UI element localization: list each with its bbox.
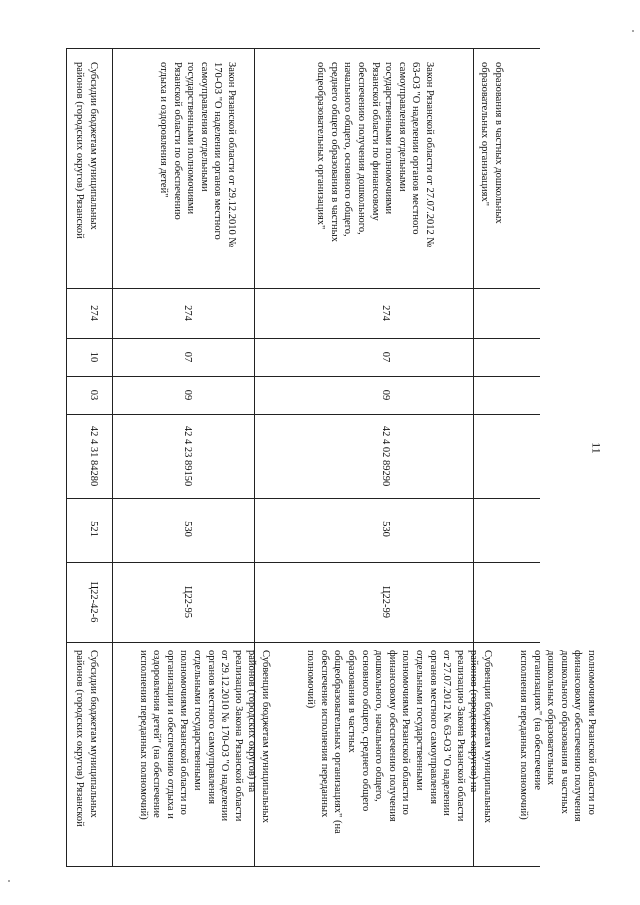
column-divider [66, 642, 540, 643]
row3-subsection: 03 [88, 389, 99, 401]
row2-description: Субвенции бюджетам муниципальных районов (городских округов) на реализацию Закона Рязанской области от 29.12.2010 № 170-ОЗ "О наделении органов местного самоуправления отдельными государственными полномочиями Рязанской области по организации и обеспечению отдыха и оздоровления детей" (на обеспечение исполнения переданных полномочий) [137, 650, 271, 823]
table-border-bottom [66, 866, 540, 867]
row2-ref: Ц22-95 [182, 585, 193, 619]
row3-code: 274 [88, 305, 99, 321]
row1-law-text: Закон Рязанской области от 27.07.2012 № 63-ОЗ "О наделении органов местного самоуправления отдельными государственными полномочиями Рязанской области по финансовому обеспечению получения дошкольного, начального общего, основного общего, среднего общего образования в частных общеобразовательных организациях" [315, 62, 435, 248]
row1-subsection: 09 [380, 389, 391, 401]
row1-ref: Ц22-99 [380, 585, 391, 619]
row3-target: 42 4 31 84280 [88, 425, 99, 487]
row3-ref: Ц22-42-6 [88, 581, 99, 623]
row2-code: 274 [182, 305, 193, 321]
row2-section: 07 [182, 351, 193, 363]
row1-section: 07 [380, 351, 391, 363]
column-divider [66, 414, 540, 415]
page-number: 11 [589, 442, 604, 454]
row0-description: полномочиями Рязанской области по финансовому обеспечению получения дошкольного образования в частных дошкольных образовательных организациях" (на обеспечение исполнения переданных полномочий) [518, 650, 597, 822]
row2-kind: 530 [182, 521, 193, 537]
column-divider [66, 288, 540, 289]
row2-subsection: 09 [182, 389, 193, 401]
row3-section: 10 [88, 351, 99, 363]
row1-description: Субвенции бюджетам муниципальных районов (городских округов) на реализацию Закона Рязанской области от 27.07.2012 № 63-ОЗ "О наделении органов местного самоуправления отдельными государственными полномочиями Рязанской области по финансовому обеспечению получения дошкольного, начального общего, основного общего, среднего общего образования в частных общеобразовательных организациях" (на обеспечение исполнения переданных полномочий) [305, 650, 493, 834]
row-divider [66, 48, 67, 866]
column-divider [66, 338, 540, 339]
scan-speck [8, 880, 10, 882]
row3-kind: 521 [88, 521, 99, 537]
row2-target: 42 4 23 89150 [182, 425, 193, 487]
row0-law-text: образования в частных дошкольных образовательных организациях" [479, 62, 504, 224]
row1-code: 274 [380, 305, 391, 321]
row2-law-text: Закон Рязанской области от 29.12.2010 № 170-ОЗ "О наделении органов местного самоуправления отдельными государственными полномочиями Рязанской области по обеспечению отдыха и оздоровления детей" [158, 62, 237, 248]
row1-target: 42 4 02 89290 [380, 425, 391, 487]
row3-description: Субсидии бюджетам муниципальных районов (городских округов) Рязанской [74, 650, 99, 827]
scan-speck [632, 30, 634, 32]
row1-kind: 530 [380, 521, 391, 537]
row-divider [112, 48, 113, 866]
column-divider [66, 498, 540, 499]
table-border-top [66, 48, 540, 49]
row3-law-text: Субсидии бюджетам муниципальных районов (городских округов) Рязанской [74, 62, 99, 239]
column-divider [66, 376, 540, 377]
column-divider [66, 562, 540, 563]
